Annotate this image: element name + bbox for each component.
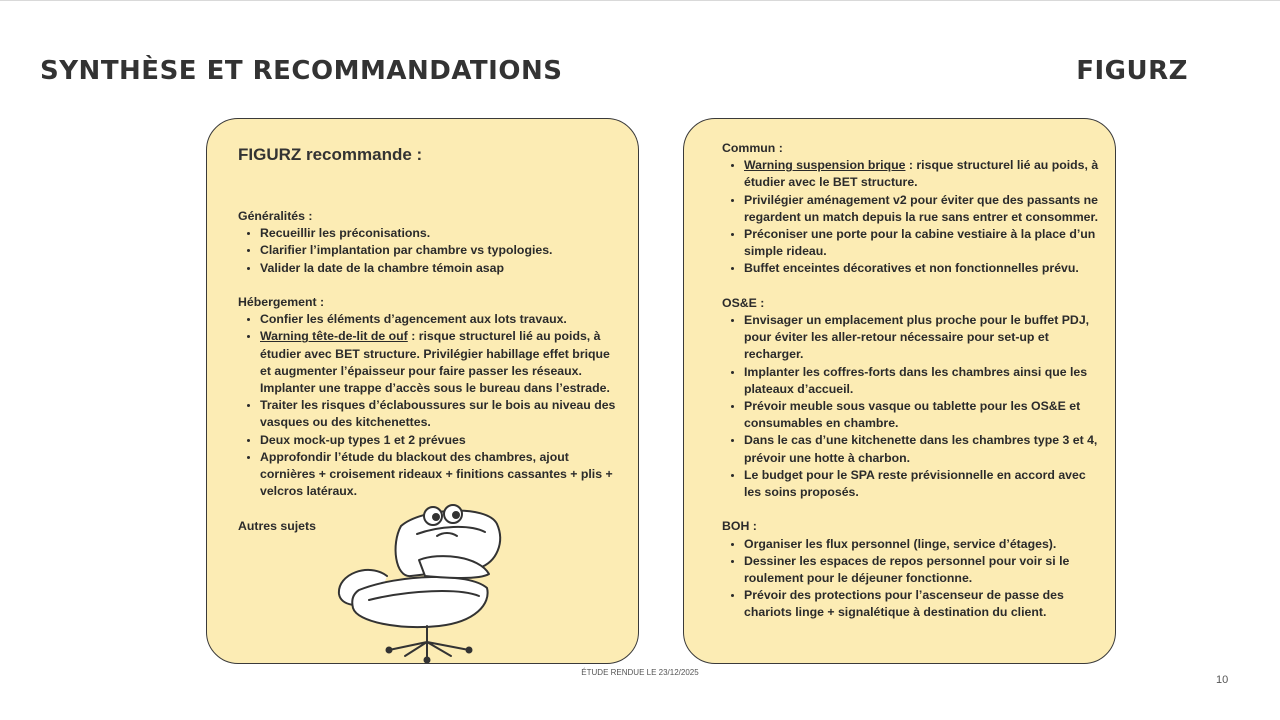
warning-text: : risque structurel lié au poids, à étudier avec BET structure. Privilégier habillage effet brique et augmenter l’épaisseur pour faire passer les réseaux. Implanter une trappe d’accès sous le bureau dans l’estrade. xyxy=(260,329,610,396)
page-title: SYNTHÈSE ET RECOMMANDATIONS xyxy=(40,56,563,86)
list-item: • Recueillir les préconisations. xyxy=(260,225,622,242)
list-item: • Organiser les flux personnel (linge, service d’étages). xyxy=(744,536,1106,553)
warning-label: Warning suspension brique xyxy=(744,158,906,173)
footer-date: ÉTUDE RENDUE LE 23/12/2025 xyxy=(581,668,699,677)
recommendation-card-left xyxy=(206,118,639,664)
figurz-logo: FIGURZ xyxy=(1076,56,1188,86)
list-item: • Deux mock-up types 1 et 2 prévues xyxy=(260,432,622,449)
list-item: • Le budget pour le SPA reste prévisionnelle en accord avec les soins proposés. xyxy=(744,467,1106,501)
list-item: • Prévoir meuble sous vasque ou tablette pour les OS&E et consumables en chambre. xyxy=(744,398,1106,432)
section-title-commun: Commun : xyxy=(722,141,783,155)
left-card-body xyxy=(238,208,622,535)
section-title-hebergement: Hébergement : xyxy=(238,295,325,309)
list-item: • Envisager un emplacement plus proche pour le buffet PDJ, pour éviter les aller-retour nécessaire pour set-up et recharger. xyxy=(744,312,1106,364)
commun-list xyxy=(722,157,1106,277)
warning-text: : risque structurel lié au poids, à étudier avec le BET structure. xyxy=(744,158,1099,190)
hebergement-list xyxy=(238,311,622,500)
generalites-list xyxy=(238,225,622,277)
list-item: • Clarifier l’implantation par chambre vs typologies. xyxy=(260,242,622,259)
ose-list xyxy=(722,312,1106,501)
card-heading: FIGURZ recommande : xyxy=(238,145,423,164)
list-item: • Buffet enceintes décoratives et non fonctionnelles prévu. xyxy=(744,260,1106,277)
warning-label: Warning tête-de-lit de ouf xyxy=(260,329,408,344)
list-item: • Préconiser une porte pour la cabine vestiaire à la place d’un simple rideau. xyxy=(744,226,1106,260)
page-number: 10 xyxy=(1216,674,1229,686)
section-title-autres: Autres sujets xyxy=(238,518,316,533)
list-item: • Valider la date de la chambre témoin asap xyxy=(260,260,622,277)
right-card-body xyxy=(722,140,1106,622)
section-title-boh: BOH : xyxy=(722,519,757,534)
list-item xyxy=(744,157,1106,191)
top-divider xyxy=(0,0,1280,1)
list-item xyxy=(260,328,622,397)
list-item: • Prévoir des protections pour l’ascenseur de passe des chariots linge + signalétique à destination du client. xyxy=(744,587,1106,621)
list-item: • Traiter les risques d’éclaboussures sur le bois au niveau des vasques ou des kitchenettes. xyxy=(260,397,622,431)
list-item: • Dessiner les espaces de repos personnel pour voir si le roulement pour le déjeuner fonctionne. xyxy=(744,553,1106,587)
section-title-generalites: Généralités : xyxy=(238,209,313,223)
boh-list xyxy=(722,536,1106,622)
list-item: • Implanter les coffres-forts dans les chambres ainsi que les plateaux d’accueil. xyxy=(744,364,1106,398)
list-item: • Dans le cas d’une kitchenette dans les chambres type 3 et 4, prévoir une hotte à charbon. xyxy=(744,432,1106,466)
lounge-chair-illustration xyxy=(329,504,529,664)
recommendation-card-right xyxy=(683,118,1116,664)
list-item: • Confier les éléments d’agencement aux lots travaux. xyxy=(260,311,622,328)
list-item: • Approfondir l’étude du blackout des chambres, ajout cornières + croisement rideaux + finitions cassantes + plis + velcros latéraux. xyxy=(260,449,622,501)
section-title-ose: OS&E : xyxy=(722,295,765,310)
list-item: • Privilégier aménagement v2 pour éviter que des passants ne regardent un match depuis la rue sans entrer et consommer. xyxy=(744,192,1106,226)
